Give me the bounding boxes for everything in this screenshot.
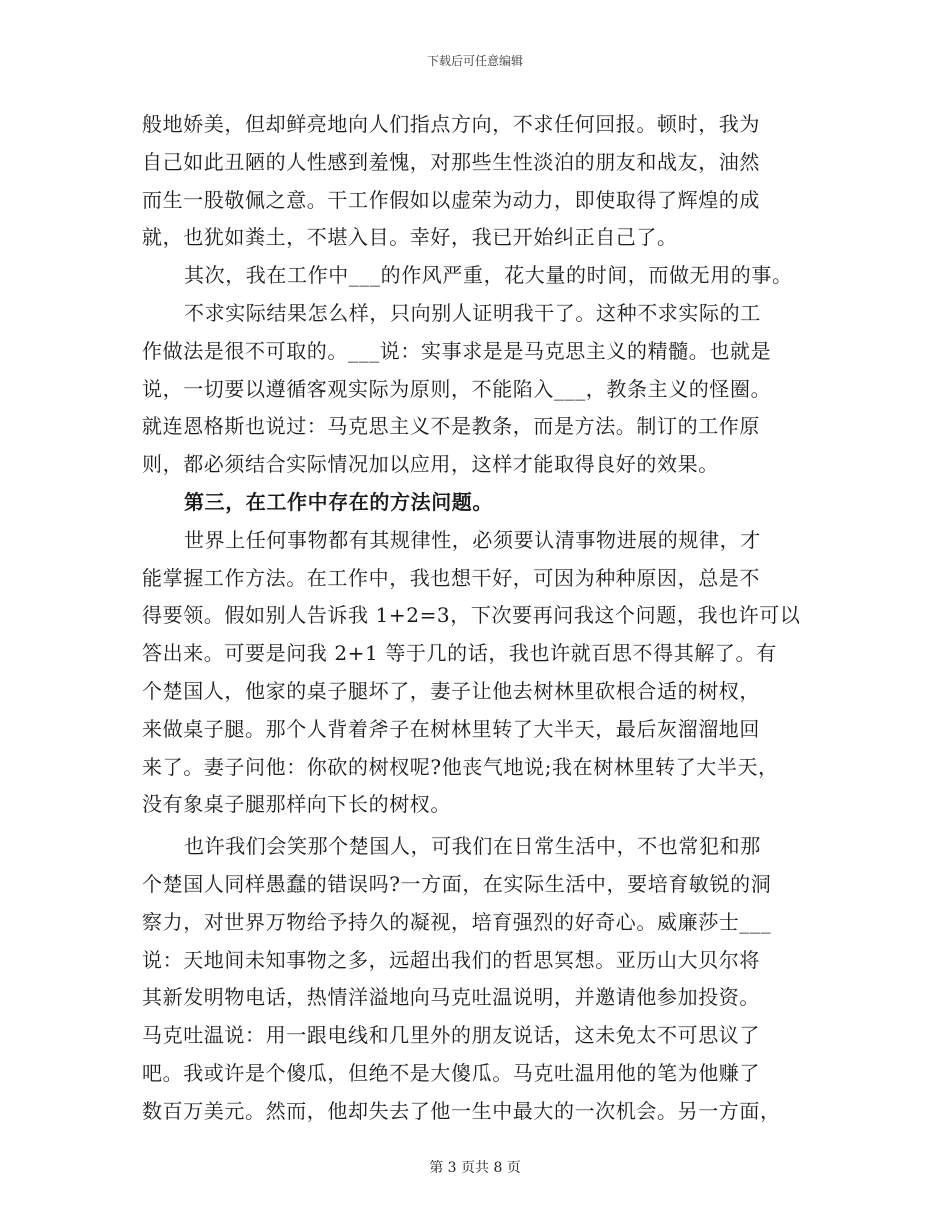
text-line: 答出来。可要是问我 2+1 等于几的话，我也许就百思不得其解了。有 [142, 641, 777, 666]
text-line: 世界上任何事物都有其规律性，必须要认清事物进展的规律，才 [184, 527, 761, 552]
text-line: 般地娇美，但却鲜亮地向人们指点方向，不求任何回报。顿时，我为 [142, 112, 760, 136]
text-line: 说：天地间未知事物之多，远超出我们的哲思冥想。亚历山大贝尔将 [142, 947, 760, 972]
paragraph [142, 522, 822, 824]
document-body [142, 106, 822, 1131]
paragraph [142, 257, 822, 295]
text-line: 个楚国人同样愚蠢的错误吗?一方面，在实际生活中，要培育敏锐的洞 [142, 871, 772, 896]
text-line: 自己如此丑陋的人性感到羞愧，对那些生性淡泊的朋友和战友，油然 [142, 149, 760, 174]
page-footer: 第 3 页共 8 页 [429, 1160, 521, 1176]
text-line: 马克吐温说：用一跟电线和几里外的朋友说话，这未免太不可思议了 [142, 1023, 760, 1048]
text-line: 就，也犹如粪土，不堪入目。幸好，我已开始纠正自己了。 [142, 225, 678, 250]
paragraph [142, 295, 822, 484]
text-line: 而生一股敬佩之意。干工作假如以虚荣为动力，即使取得了辉煌的成 [142, 187, 760, 212]
text-line: 察力，对世界万物给予持久的凝视，培育强烈的好奇心。威廉莎士___ [142, 909, 772, 934]
text-line: 能掌握工作方法。在工作中，我也想干好，可因为种种原因，总是不 [142, 565, 760, 590]
text-line: 来做桌子腿。那个人背着斧子在树林里转了大半天，最后灰溜溜地回 [142, 716, 760, 741]
paragraph [142, 106, 822, 257]
text-line: 个楚国人，他家的桌子腿坏了，妻子让他去树林里砍根合适的树杈， [142, 678, 760, 703]
text-line: 其次，我在工作中___的作风严重，花大量的时间，而做无用的事。 [184, 263, 793, 288]
page-header: 下载后可任意编辑 [426, 54, 523, 68]
text-line: 得要领。假如别人告诉我 1+2=3，下次要再问我这个问题，我也许可以 [142, 603, 801, 628]
text-line: 来了。妻子问他：你砍的树杈呢?他丧气地说;我在树林里转了大半天， [142, 754, 779, 779]
text-line: 作做法是很不可取的。___说：实事求是是马克思主义的精髓。也就是 [142, 338, 772, 363]
text-line: 也许我们会笑那个楚国人，可我们在日常生活中，不也常犯和那 [184, 834, 761, 859]
paragraph [142, 828, 822, 1130]
heading-line: 第三，在工作中存在的方法问题。 [184, 489, 493, 514]
text-line: 没有象桌子腿那样向下长的树杈。 [142, 792, 451, 817]
text-line: 就连恩格斯也说过：马克思主义不是教条，而是方法。制订的工作原 [142, 414, 760, 439]
text-line: 数百万美元。然而，他却失去了他一生中最大的一次机会。另一方面， [142, 1098, 781, 1123]
text-line: 其新发明物电话，热情洋溢地向马克吐温说明，并邀请他参加投资。 [142, 985, 760, 1010]
text-line: 吧。我或许是个傻瓜，但绝不是大傻瓜。马克吐温用他的笔为他赚了 [142, 1060, 760, 1085]
section-heading [142, 484, 822, 522]
text-line: 不求实际结果怎么样，只向别人证明我干了。这种不求实际的工 [184, 300, 761, 325]
text-line: 说，一切要以遵循客观实际为原则，不能陷入___，教条主义的怪圈。 [142, 376, 772, 401]
text-line: 则，都必须结合实际情况加以应用，这样才能取得良好的效果。 [142, 452, 719, 477]
